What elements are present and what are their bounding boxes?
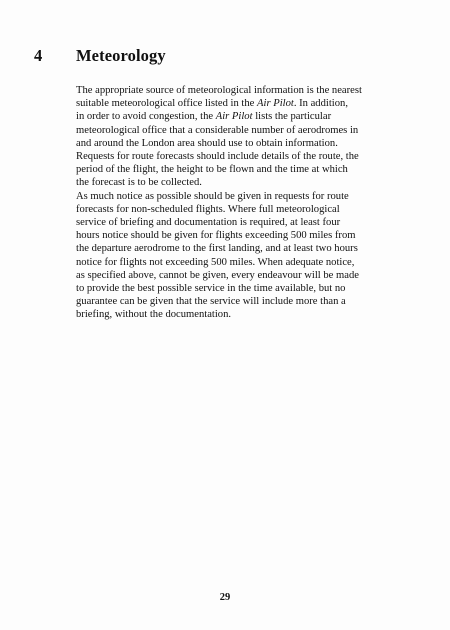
text-run: hours notice should be given for flights exceeding 500 miles from — [76, 230, 356, 242]
text-run: as specified above, cannot be given, every endeavour will be made — [76, 269, 359, 281]
text-line — [76, 97, 416, 110]
text-line — [76, 190, 416, 203]
text-run: service of briefing and documentation is required, at least four — [76, 217, 341, 229]
body-paragraph — [76, 84, 416, 322]
section-title: Meteorology — [76, 46, 166, 65]
text-run: . In addition, — [293, 98, 348, 110]
text-run: to provide the best possible service in the time available, but no — [76, 283, 346, 295]
text-line — [76, 256, 416, 269]
text-line — [76, 124, 416, 137]
text-line — [76, 203, 416, 216]
text-run: and around the London area should use to obtain information. — [76, 137, 338, 149]
text-run: As much notice as possible should be given in requests for route — [76, 190, 349, 202]
text-line — [76, 137, 416, 150]
text-run: in order to avoid congestion, the — [76, 111, 216, 123]
text-run: guarantee can be given that the service will include more than a — [76, 296, 346, 308]
text-line — [76, 110, 416, 123]
italic-title: Air Pilot — [257, 98, 294, 110]
page-number: 29 — [219, 592, 231, 603]
text-line — [76, 176, 416, 189]
italic-title: Air Pilot — [215, 111, 253, 123]
text-run: briefing, without the documentation. — [76, 309, 232, 321]
text-line — [76, 269, 416, 282]
text-line — [76, 84, 416, 97]
section-heading — [34, 46, 166, 66]
text-run: The appropriate source of meteorological information is the nearest — [76, 85, 362, 96]
text-line — [76, 150, 416, 163]
section-number: 4 — [34, 46, 43, 65]
text-run: meteorological office that a considerable number of aerodromes in — [76, 124, 359, 136]
text-line — [76, 216, 416, 229]
text-run: period of the flight, the height to be flown and the time at which — [76, 164, 348, 176]
text-run: lists the particular — [252, 111, 332, 123]
text-run: notice for flights not exceeding 500 miles. When adequate notice, — [76, 256, 355, 268]
text-line — [76, 295, 416, 308]
text-line — [76, 282, 416, 295]
text-run: the departure aerodrome to the first landing, and at least two hours — [76, 243, 358, 255]
text-line — [76, 308, 416, 321]
text-line — [76, 229, 416, 242]
text-run: Requests for route forecasts should include details of the route, the — [76, 151, 359, 163]
text-line — [76, 163, 416, 176]
text-run: the forecast is to be collected. — [76, 177, 202, 189]
text-line — [76, 242, 416, 255]
text-run: forecasts for non-scheduled flights. Where full meteorological — [76, 203, 340, 215]
text-run: suitable meteorological office listed in the — [76, 98, 258, 110]
